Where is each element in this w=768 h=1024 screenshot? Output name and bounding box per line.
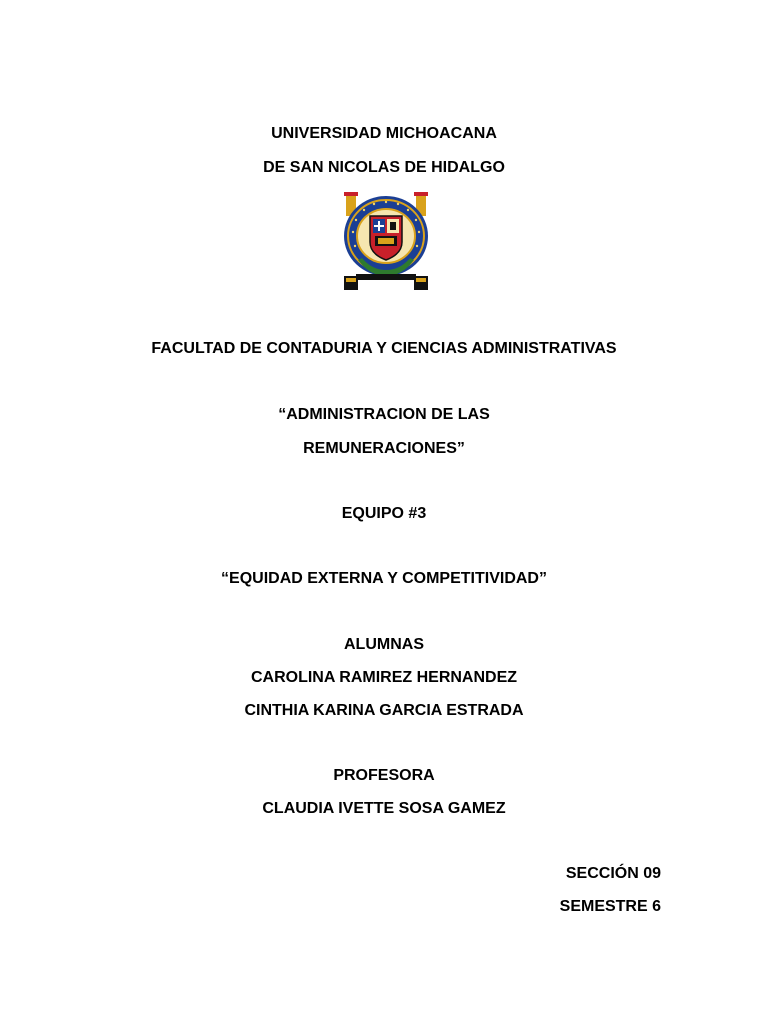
semester-label: SEMESTRE 6 [559, 898, 661, 915]
topic-title: “EQUIDAD EXTERNA Y COMPETITIVIDAD” [221, 570, 547, 587]
students-heading: ALUMNAS [344, 636, 424, 653]
teacher-name: CLAUDIA IVETTE SOSA GAMEZ [262, 800, 506, 817]
team-label: EQUIPO #3 [341, 505, 427, 522]
teacher-heading: PROFESORA [333, 767, 435, 784]
faculty-name: FACULTAD DE CONTADURIA Y CIENCIAS ADMINISTRATIVAS [151, 340, 617, 357]
university-name-line1: UNIVERSIDAD MICHOACANA [271, 125, 497, 142]
course-title-line1: “ADMINISTRACION DE LAS [278, 406, 490, 423]
student-name: CAROLINA RAMIREZ HERNANDEZ [250, 669, 518, 686]
course-title-line2: REMUNERACIONES” [303, 440, 465, 457]
student-name: CINTHIA KARINA GARCIA ESTRADA [244, 702, 524, 719]
university-seal-icon [340, 190, 432, 292]
university-name-line2: DE SAN NICOLAS DE HIDALGO [263, 159, 505, 176]
section-label: SECCIÓN 09 [565, 865, 661, 882]
